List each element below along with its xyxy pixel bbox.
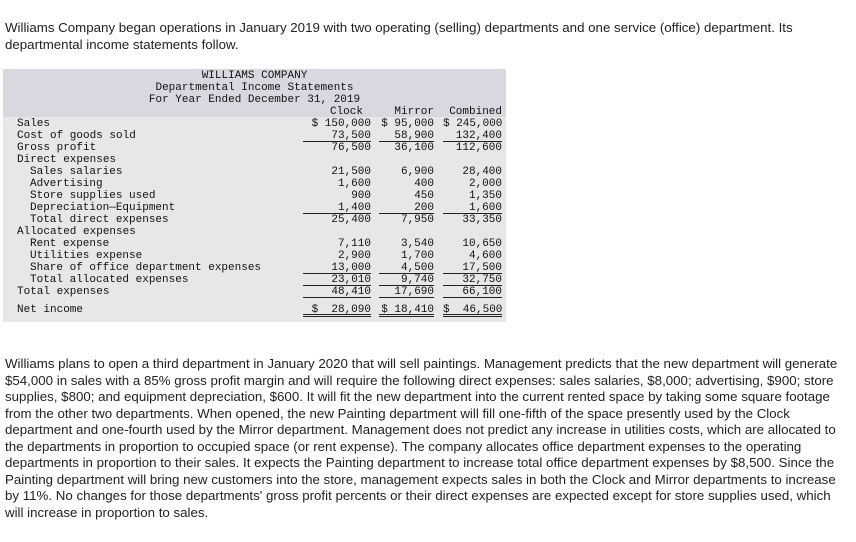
table-row xyxy=(3,214,506,226)
cell-mirror: $ 95,000 xyxy=(381,118,434,130)
income-statement-table xyxy=(3,69,506,322)
row-label: Net income xyxy=(17,304,84,316)
row-label: Cost of goods sold xyxy=(17,130,136,142)
cell-clock: 2,900 xyxy=(337,250,371,262)
table-row xyxy=(3,286,506,298)
cell-clock: 1,600 xyxy=(337,178,371,190)
cell-mirror: 9,740 xyxy=(379,274,434,286)
row-label: Total allocated expenses xyxy=(30,274,189,286)
cell-combined: 32,750 xyxy=(443,274,502,286)
row-label: Utilities expense xyxy=(30,250,143,262)
cell-combined: 132,400 xyxy=(443,130,502,142)
cell-clock: 23,010 xyxy=(303,274,371,286)
cell-mirror: 36,100 xyxy=(394,142,434,154)
row-label: Sales salaries xyxy=(30,166,123,178)
table-row xyxy=(3,178,506,190)
cell-clock: 48,410 xyxy=(303,286,371,298)
cell-mirror: 58,900 xyxy=(379,130,434,142)
cell-combined: 66,100 xyxy=(443,286,502,298)
cell-mirror: 17,690 xyxy=(379,286,434,298)
statement-title: Departmental Income Statements xyxy=(155,82,354,94)
table-row xyxy=(3,238,506,250)
cell-clock: 21,500 xyxy=(331,166,371,178)
cell-clock: 1,400 xyxy=(303,202,371,214)
table-row xyxy=(3,142,506,154)
cell-clock: 76,500 xyxy=(331,142,371,154)
cell-combined: 112,600 xyxy=(455,142,502,154)
cell-combined: 28,400 xyxy=(462,166,502,178)
row-label: Sales xyxy=(17,118,51,130)
cell-combined: 17,500 xyxy=(443,262,502,274)
cell-combined: 1,350 xyxy=(468,190,502,202)
table-row xyxy=(3,304,506,316)
cell-clock: 73,500 xyxy=(303,130,371,142)
cell-mirror: 200 xyxy=(379,202,434,214)
row-label: Total direct expenses xyxy=(30,214,169,226)
column-header-mirror: Mirror xyxy=(394,106,434,118)
table-row xyxy=(3,190,506,202)
statement-period: For Year Ended December 31, 2019 xyxy=(148,94,361,106)
cell-combined: $ 245,000 xyxy=(443,118,503,130)
cell-mirror: 400 xyxy=(414,178,434,190)
cell-combined: $ 46,500 xyxy=(443,304,503,316)
row-label: Total expenses xyxy=(17,286,110,298)
cell-combined: 1,600 xyxy=(443,202,502,214)
table-row xyxy=(3,166,506,178)
table-row xyxy=(3,250,506,262)
column-header-combined: Combined xyxy=(449,106,502,118)
row-label: Rent expense xyxy=(30,238,110,250)
row-label: Depreciation—Equipment xyxy=(30,202,176,214)
row-label: Store supplies used xyxy=(30,190,156,202)
cell-clock: 13,000 xyxy=(303,262,371,274)
row-label: Direct expenses xyxy=(17,154,117,166)
cell-clock: $ 28,090 xyxy=(303,304,371,317)
row-label: Share of office department expenses xyxy=(30,262,262,274)
table-row xyxy=(3,226,506,238)
table-row xyxy=(3,202,506,214)
cell-combined: 2,000 xyxy=(468,178,502,190)
cell-mirror: 1,700 xyxy=(400,250,434,262)
cell-mirror: 7,950 xyxy=(400,214,434,226)
cell-combined: 33,350 xyxy=(462,214,502,226)
cell-mirror: 4,500 xyxy=(379,262,434,274)
table-row xyxy=(3,274,506,286)
cell-clock: 7,110 xyxy=(337,238,371,250)
column-header-row xyxy=(3,106,506,118)
cell-mirror: 450 xyxy=(414,190,434,202)
table-row xyxy=(3,154,506,166)
cell-clock: 25,400 xyxy=(331,214,371,226)
cell-clock: $ 150,000 xyxy=(311,118,371,130)
intro-paragraph: Williams Company began operations in January 2019 with two operating (selling) departments and one service (office) department. Its departmental income statements follow. xyxy=(5,20,793,52)
table-row xyxy=(3,118,506,130)
problem-paragraph: Williams plans to open a third department in January 2020 that will sell paintings. Management predicts that the new department will generate $54,000 in sales with a 85% gross profit margin and will require the following direct expenses: sales salaries, $8,000; advertising, $900; store supplies, $800; and equipment depreciation, $600. It will fit the new department into the current rented space by taking some square footage from the other two departments. When opened, the new Painting department will fill one-fifth of the space presently used by the Clock department and one-fourth used by the Mirror department. Management does not predict any increase in utilities costs, which are allocated to the departments in proportion to occupied space (or rent expense). The company allocates office department expenses to the operating departments in proportion to their sales. It expects the Painting department to increase total office department expenses by $8,500. Since the Painting department will bring new customers into the store, management expects sales in both the Clock and Mirror departments to increase by 11%. No changes for those departments' gross profit percents or their direct expenses are expected except for store supplies used, which will increase in proportion to sales. xyxy=(5,356,838,520)
table-row xyxy=(3,262,506,274)
company-name: WILLIAMS COMPANY xyxy=(201,70,308,82)
cell-mirror: 6,900 xyxy=(400,166,434,178)
cell-combined: 10,650 xyxy=(462,238,502,250)
table-row xyxy=(3,130,506,142)
row-label: Advertising xyxy=(30,178,103,190)
row-label: Gross profit xyxy=(17,142,97,154)
row-label: Allocated expenses xyxy=(17,226,136,238)
cell-clock: 900 xyxy=(351,190,371,202)
cell-combined: 4,600 xyxy=(468,250,502,262)
cell-mirror: $ 18,410 xyxy=(379,304,434,317)
cell-mirror: 3,540 xyxy=(400,238,434,250)
column-header-clock: Clock xyxy=(329,106,363,118)
